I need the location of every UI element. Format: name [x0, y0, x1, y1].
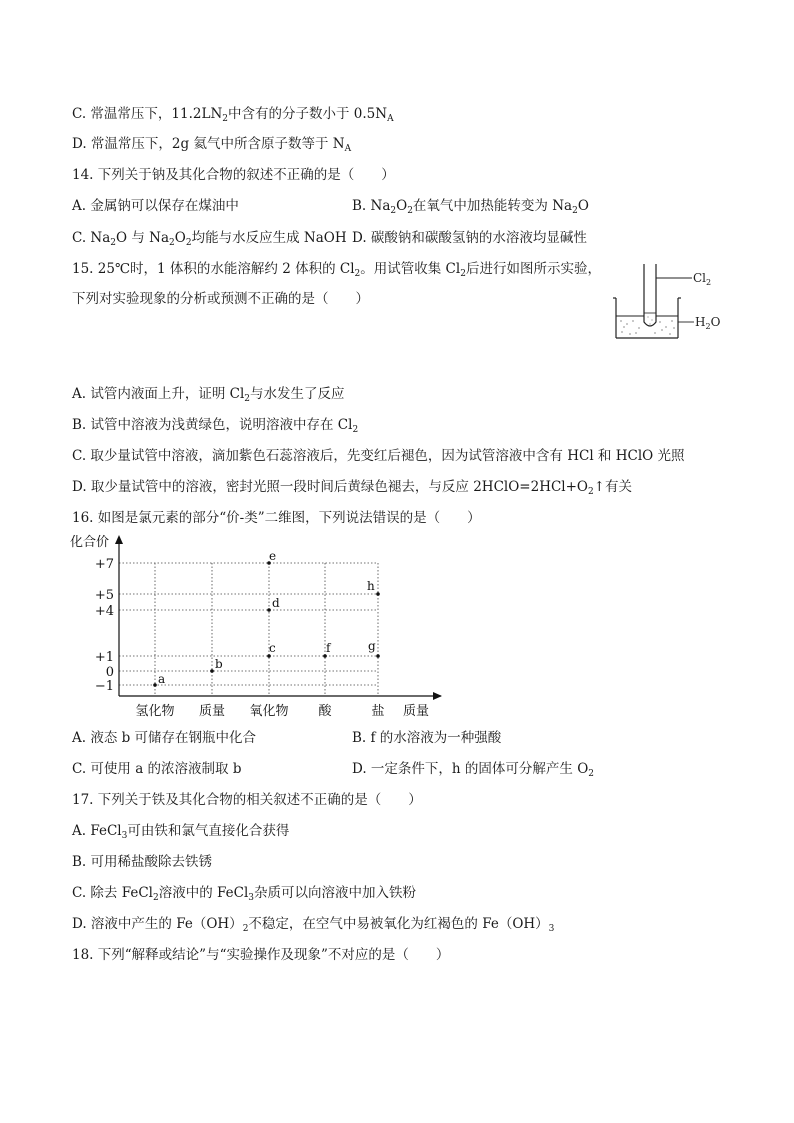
y-tick-label: 0 [105, 665, 114, 680]
q15-option-c: C. 取少量试管中溶液，滴加紫色石蕊溶液后，先变红后褪色，因为试管溶液中含有 HCl 和 HClO 光照 [72, 448, 685, 464]
q15-stem-line2: 下列对实验现象的分析或预测不正确的是（ ） [72, 291, 369, 307]
x-tick-label: 氧化物 [249, 704, 289, 719]
point-label-h: h [367, 579, 375, 593]
q17-option-b: B. 可用稀盐酸除去铁锈 [72, 854, 213, 870]
x-axis-label: 质量 [402, 704, 430, 719]
point-d [267, 608, 271, 612]
point-label-g: g [368, 639, 376, 653]
point-label-a: a [158, 672, 166, 686]
q14-option-c: C. $Na_2O$ 与 $Na_2O_2$均能与水反应生成 NaOH [72, 230, 347, 248]
q17-stem: 17. 下列关于铁及其化合物的相关叙述不正确的是（ ） [72, 792, 422, 808]
x-axis-arrow [433, 692, 442, 700]
point-label-c: c [269, 641, 276, 655]
q18-stem: 18. 下列“解释或结论”与“实验操作及现象”不对应的是（ ） [72, 947, 450, 963]
q17-option-a: A. FeCl$_3$可由铁和氯气直接化合获得 [72, 823, 290, 841]
q13-option-d: D. 常温常压下，2g 氦气中所含原子数等于 $N_A$ [72, 136, 352, 154]
point-label-f: f [326, 641, 331, 655]
x-tick-label: 酸 [318, 704, 332, 719]
q16-option-b: B. f 的水溶液为一种强酸 [352, 730, 502, 746]
q14-option-a: A. 金属钠可以保存在煤油中 [72, 198, 239, 214]
x-tick-label: 氢化物 [135, 704, 175, 719]
y-axis-arrow [115, 535, 123, 544]
y-tick-label: +7 [94, 557, 114, 572]
q14-option-d: D. 碳酸钠和碳酸氢钠的水溶液均显碱性 [352, 230, 587, 246]
q14-option-b: B. $Na_2O_2$在氧气中加热能转变为 $Na_2O$ [352, 198, 589, 216]
point-a [153, 683, 157, 687]
point-label-e: e [269, 549, 277, 563]
point-g [376, 654, 380, 658]
y-tick-label: +1 [94, 650, 114, 665]
point-label-b: b [215, 657, 223, 671]
q16-option-d: D. 一定条件下，h 的固体可分解产生 $O_2$ [352, 761, 595, 779]
y-axis-label: 化合价 [70, 535, 110, 550]
point-h [376, 592, 380, 596]
q15-option-d: D. 取少量试管中的溶液，密封光照一段时间后黄绿色褪去，与反应 $2HClO=2HCl+O_2↑$有关 [72, 479, 633, 497]
q15-option-b: B. 试管中溶液为浅黄绿色，说明溶液中存在 $Cl_2$ [72, 417, 359, 435]
q17-option-d: D. 溶液中产生的 $Fe(OH)_2$不稳定，在空气中易被氧化为红褐色的 $Fe(OH)_3$ [72, 916, 555, 934]
q15-option-a: A. 试管内液面上升，证明 $Cl_2$与水发生了反应 [72, 386, 345, 404]
q16-option-a: A. 液态 b 可储存在钢瓶中化合 [72, 730, 257, 746]
x-tick-label: 盐 [371, 704, 385, 719]
y-tick-label: +5 [94, 588, 114, 603]
cl2-label: $Cl_2$ [693, 271, 712, 287]
q16-option-c: C. 可使用 a 的浓溶液制取 b [72, 761, 242, 777]
point-label-d: d [272, 596, 280, 610]
q17-option-c: C. 除去 FeCl$_2$溶液中的 FeCl$_3$杂质可以向溶液中加入铁粉 [72, 885, 417, 903]
chlorine-valence-class-chart [66, 532, 456, 722]
q14-stem: 14. 下列关于钠及其化合物的叙述不正确的是（ ） [72, 167, 395, 183]
x-tick-label: 质量 [198, 704, 226, 719]
q13-option-c: C. 常温常压下，$11.2LN_2$中含有的分子数小于 $0.5N_A$ [72, 106, 394, 124]
cl2-test-tube-figure [610, 258, 730, 344]
q15-stem-line1: 15. 25℃时，1 体积的水能溶解约 2 体积的 $Cl_2$。用试管收集 $Cl_2$后进行如图所示实验， [72, 261, 601, 279]
y-tick-label: +4 [94, 604, 114, 619]
y-tick-label: −1 [94, 679, 114, 694]
point-b [210, 669, 214, 673]
q16-stem: 16. 如图是氯元素的部分“价-类”二维图，下列说法错误的是（ ） [72, 510, 481, 526]
h2o-label: $H_2O$ [695, 315, 721, 331]
